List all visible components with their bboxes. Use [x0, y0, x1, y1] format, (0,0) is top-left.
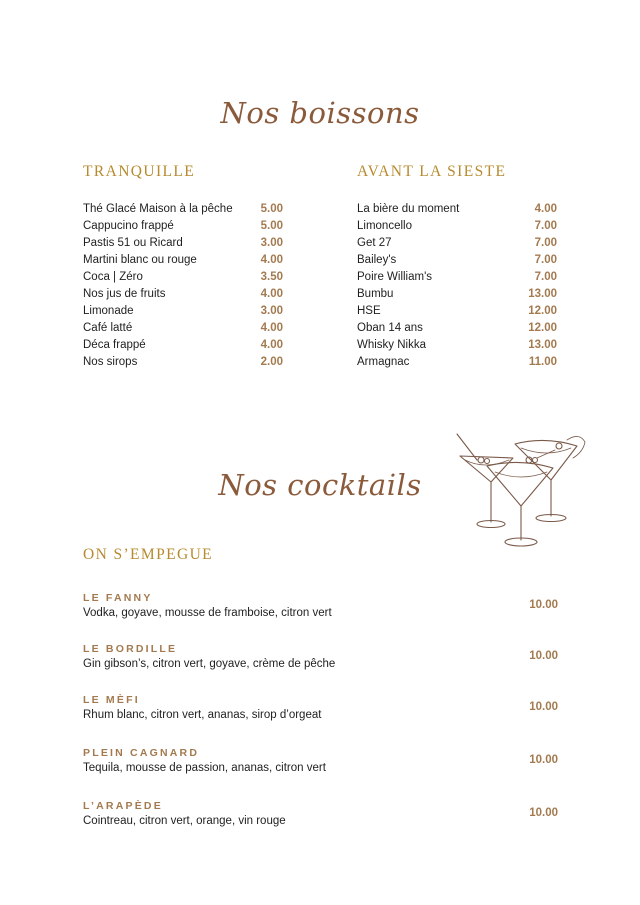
cocktail-description: Tequila, mousse de passion, ananas, citron vert	[83, 762, 326, 774]
drink-price: 11.00	[528, 355, 557, 368]
drink-name: Bumbu	[357, 287, 394, 300]
drink-row	[83, 285, 283, 302]
cocktail-price: 10.00	[529, 650, 558, 662]
drink-price: 4.00	[260, 338, 283, 351]
drink-price: 13.00	[528, 287, 557, 300]
cocktail-name: LE FANNY	[83, 592, 153, 604]
cocktail-price: 10.00	[529, 807, 558, 819]
drink-name: Café latté	[83, 321, 133, 334]
cocktail-price: 10.00	[529, 701, 558, 713]
cocktail-item	[83, 643, 558, 677]
drink-row	[83, 319, 283, 336]
drink-name: Nos jus de fruits	[83, 287, 166, 300]
drink-row	[357, 234, 557, 251]
drink-row	[83, 200, 283, 217]
tranquille-list	[83, 200, 283, 370]
cocktail-name: LE BORDILLE	[83, 643, 178, 655]
cocktail-price: 10.00	[529, 754, 558, 766]
drink-price: 2.00	[260, 355, 283, 368]
cocktail-item	[83, 747, 558, 781]
drink-row	[357, 302, 557, 319]
drink-price: 4.00	[260, 253, 283, 266]
drink-row	[357, 217, 557, 234]
drink-price: 7.00	[534, 236, 557, 249]
drink-name: Armagnac	[357, 355, 410, 368]
drink-row	[357, 319, 557, 336]
drink-name: Martini blanc ou rouge	[83, 253, 197, 266]
drink-name: Bailey's	[357, 253, 397, 266]
cocktail-item	[83, 592, 558, 626]
drink-name: Whisky Nikka	[357, 338, 427, 351]
drink-name: Oban 14 ans	[357, 321, 423, 334]
cocktail-description: Gin gibson’s, citron vert, goyave, crème de pêche	[83, 658, 336, 670]
drink-row	[357, 200, 557, 217]
drink-price: 5.00	[260, 219, 283, 232]
drink-price: 12.00	[528, 321, 557, 334]
drink-price: 12.00	[528, 304, 557, 317]
drink-price: 3.50	[260, 270, 283, 283]
drink-price: 5.00	[260, 202, 283, 215]
drink-name: Cappucino frappé	[83, 219, 174, 232]
drink-price: 7.00	[534, 270, 557, 283]
avant-la-sieste-list	[357, 200, 557, 370]
drink-row	[83, 336, 283, 353]
boissons-title: Nos boissons	[220, 96, 420, 130]
drink-name: La bière du moment	[357, 202, 460, 215]
cocktail-description: Vodka, goyave, mousse de framboise, citron vert	[83, 607, 332, 619]
drink-price: 7.00	[534, 253, 557, 266]
drink-price: 4.00	[534, 202, 557, 215]
drink-row	[357, 353, 557, 370]
drink-name: Déca frappé	[83, 338, 146, 351]
drink-price: 7.00	[534, 219, 557, 232]
drink-row	[357, 268, 557, 285]
tranquille-heading: TRANQUILLE	[83, 163, 196, 180]
drink-price: 13.00	[528, 338, 557, 351]
cocktails-title: Nos cocktails	[218, 468, 422, 502]
drink-price: 3.00	[260, 304, 283, 317]
drink-name: Coca | Zéro	[83, 270, 143, 283]
drink-name: Pastis 51 ou Ricard	[83, 236, 183, 249]
drink-row	[83, 268, 283, 285]
drink-name: Limoncello	[357, 219, 412, 232]
drink-row	[83, 217, 283, 234]
avant-la-sieste-heading: AVANT LA SIESTE	[357, 163, 507, 180]
drink-name: Thé Glacé Maison à la pêche	[83, 202, 233, 215]
drink-row	[83, 302, 283, 319]
cocktail-price: 10.00	[529, 599, 558, 611]
drink-price: 4.00	[260, 321, 283, 334]
drink-price: 4.00	[260, 287, 283, 300]
cocktail-item	[83, 800, 558, 834]
drink-row	[83, 353, 283, 370]
drink-row	[357, 251, 557, 268]
cocktail-name: L’ARAPÈDE	[83, 800, 163, 812]
cocktail-name: PLEIN CAGNARD	[83, 747, 200, 759]
drink-name: Get 27	[357, 236, 392, 249]
drink-name: Nos sirops	[83, 355, 138, 368]
cocktail-description: Cointreau, citron vert, orange, vin rouge	[83, 815, 286, 827]
drink-name: HSE	[357, 304, 381, 317]
drink-row	[83, 251, 283, 268]
drink-name: Limonade	[83, 304, 134, 317]
drink-row	[357, 285, 557, 302]
drink-row	[83, 234, 283, 251]
cocktail-item	[83, 694, 558, 728]
on-sempegue-heading: ON S’EMPEGUE	[83, 546, 214, 563]
drink-row	[357, 336, 557, 353]
cocktail-description: Rhum blanc, citron vert, ananas, sirop d’orgeat	[83, 709, 322, 721]
drink-name: Poire William's	[357, 270, 433, 283]
cocktail-name: LE MÈFI	[83, 694, 140, 706]
drink-price: 3.00	[260, 236, 283, 249]
